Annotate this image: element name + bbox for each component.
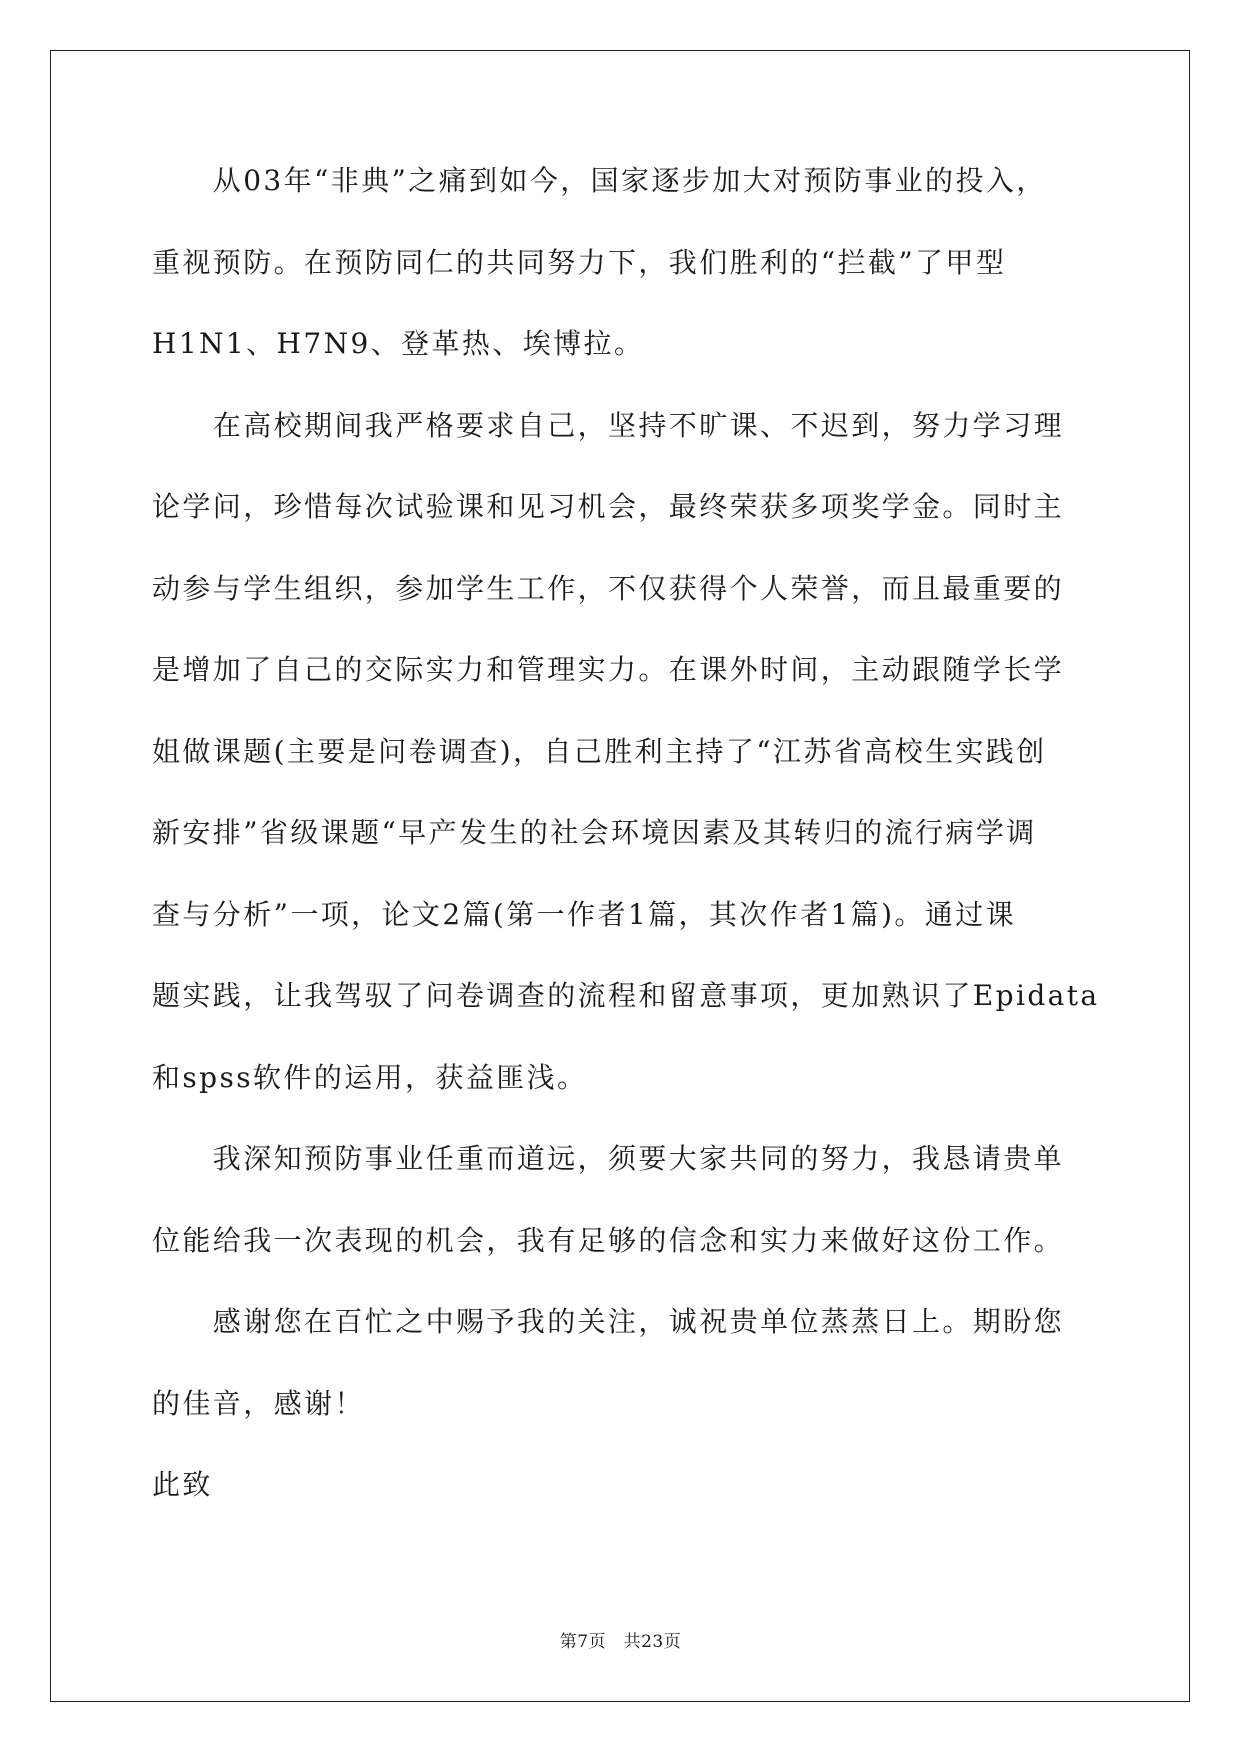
text-line: 查与分析”一项，论文2篇(第一作者1篇，其次作者1篇)。通过课 <box>152 897 1017 931</box>
text-line: 感谢您在百忙之中赐予我的关注，诚祝贵单位蒸蒸日上。期盼您 <box>152 1305 1065 1338</box>
text-line: 题实践，让我驾驭了问卷调查的流程和留意事项，更加熟识了Epidata <box>152 979 1100 1012</box>
text-line: 从03年“非典”之痛到如今，国家逐步加大对预防事业的投入， <box>152 164 1047 197</box>
text-line: 是增加了自己的交际实力和管理实力。在课外时间，主动跟随学长学 <box>152 653 1065 686</box>
closing-salutation: 此致 <box>152 1468 213 1501</box>
text-line: H1N1、H7N9、登革热、埃博拉。 <box>152 327 645 360</box>
text-line: 姐做课题(主要是问卷调查)，自己胜利主持了“江苏省高校生实践创 <box>152 734 1047 768</box>
text-line: 的佳音，感谢！ <box>152 1386 365 1420</box>
text-line: 在高校期间我严格要求自己，坚持不旷课、不迟到，努力学习理 <box>152 408 1065 442</box>
text-line: 论学问，珍惜每次试验课和见习机会，最终荣获多项奖学金。同时主 <box>152 490 1065 523</box>
text-line: 新安排”省级课题“早产发生的社会环境因素及其转归的流行病学调 <box>152 816 1037 849</box>
text-line: 我深知预防事业任重而道远，须要大家共同的努力，我恳请贵单 <box>152 1142 1065 1175</box>
page-number: 第7页 共23页 <box>559 1632 682 1652</box>
text-line: 和spss软件的运用，获益匪浅。 <box>152 1060 588 1094</box>
letter-body <box>152 163 1100 1549</box>
text-line: 动参与学生组织，参加学生工作，不仅获得个人荣誉，而且最重要的 <box>152 571 1065 605</box>
text-line: 重视预防。在预防同仁的共同努力下，我们胜利的“拦截”了甲型 <box>152 245 1007 279</box>
text-line: 位能给我一次表现的机会，我有足够的信念和实力来做好这份工作。 <box>152 1223 1065 1257</box>
